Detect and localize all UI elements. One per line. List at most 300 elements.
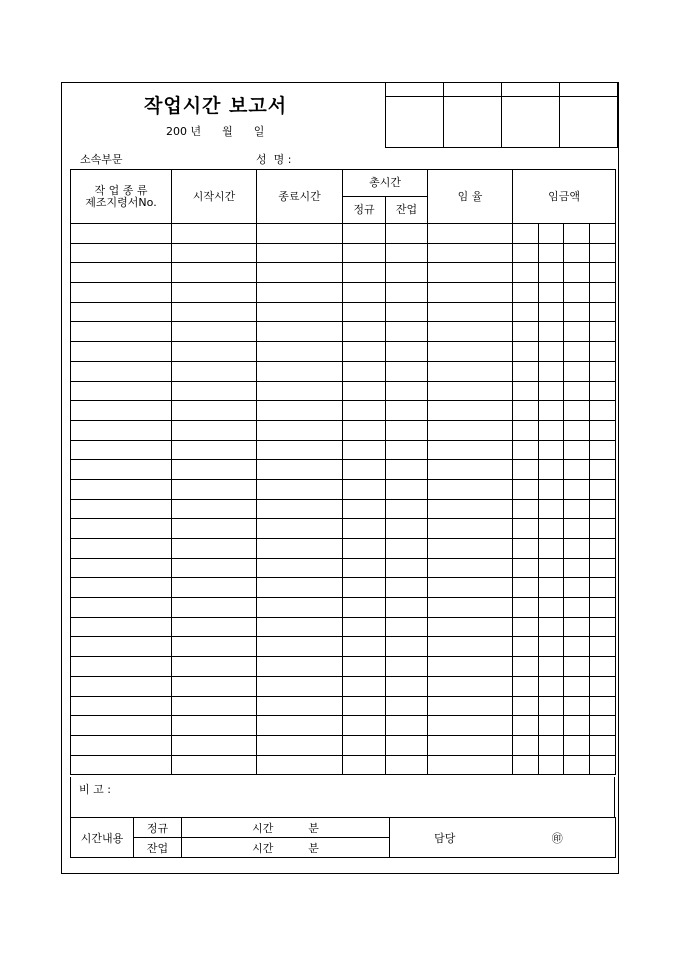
entry-cell[interactable] [428, 460, 513, 480]
entry-cell[interactable] [564, 617, 590, 637]
entry-cell[interactable] [590, 361, 616, 381]
entry-cell[interactable] [172, 381, 257, 401]
entry-cell[interactable] [428, 716, 513, 736]
entry-cell[interactable] [343, 617, 386, 637]
entry-cell[interactable] [564, 460, 590, 480]
entry-cell[interactable] [590, 322, 616, 342]
entry-cell[interactable] [428, 755, 513, 775]
entry-cell[interactable] [343, 755, 386, 775]
entry-cell[interactable] [71, 283, 172, 303]
entry-cell[interactable] [539, 578, 564, 598]
entry-cell[interactable] [590, 479, 616, 499]
entry-cell[interactable] [564, 263, 590, 283]
entry-cell[interactable] [172, 283, 257, 303]
entry-cell[interactable] [564, 302, 590, 322]
approval-cell[interactable] [502, 83, 560, 97]
entry-cell[interactable] [172, 696, 257, 716]
entry-cell[interactable] [343, 479, 386, 499]
entry-cell[interactable] [386, 381, 428, 401]
entry-cell[interactable] [71, 224, 172, 244]
entry-cell[interactable] [71, 519, 172, 539]
entry-cell[interactable] [71, 401, 172, 421]
approval-cell[interactable] [386, 97, 444, 148]
date-line [166, 123, 264, 139]
entry-cell[interactable] [564, 716, 590, 736]
entry-cell[interactable] [343, 224, 386, 244]
summary-overtime-time[interactable]: 시간 분 [182, 838, 390, 858]
entry-cell[interactable] [539, 676, 564, 696]
entry-cell[interactable] [386, 479, 428, 499]
entry-cell[interactable] [343, 499, 386, 519]
entry-cell[interactable] [71, 460, 172, 480]
entry-cell[interactable] [590, 598, 616, 618]
entry-cell[interactable] [386, 460, 428, 480]
entry-cell[interactable] [172, 676, 257, 696]
entry-cell[interactable] [172, 342, 257, 362]
entry-cell[interactable] [539, 558, 564, 578]
entry-cell[interactable] [71, 539, 172, 559]
entry-cell[interactable] [257, 519, 343, 539]
entry-cell[interactable] [590, 617, 616, 637]
entry-cell[interactable] [257, 263, 343, 283]
entry-cell[interactable] [428, 342, 513, 362]
entry-cell[interactable] [513, 479, 539, 499]
entry-cell[interactable] [564, 598, 590, 618]
entry-cell[interactable] [386, 224, 428, 244]
entry-cell[interactable] [172, 539, 257, 559]
entry-cell[interactable] [513, 617, 539, 637]
approval-cell[interactable] [560, 97, 618, 148]
entry-cell[interactable] [386, 558, 428, 578]
entry-cell[interactable] [71, 381, 172, 401]
entry-cell[interactable] [539, 401, 564, 421]
entry-cell[interactable] [428, 499, 513, 519]
entry-cell[interactable] [428, 558, 513, 578]
entry-cell[interactable] [257, 361, 343, 381]
approval-cell[interactable] [386, 83, 444, 97]
approval-cell[interactable] [560, 83, 618, 97]
entry-cell[interactable] [513, 676, 539, 696]
entry-cell[interactable] [172, 519, 257, 539]
entry-cell[interactable] [343, 342, 386, 362]
entry-cell[interactable] [428, 637, 513, 657]
entry-cell[interactable] [257, 558, 343, 578]
entry-cell[interactable] [172, 302, 257, 322]
entry-cell[interactable] [386, 302, 428, 322]
entry-cell[interactable] [172, 657, 257, 677]
remarks-area[interactable] [70, 777, 615, 817]
entry-cell[interactable] [343, 598, 386, 618]
entry-cell[interactable] [172, 361, 257, 381]
entry-cell[interactable] [71, 657, 172, 677]
entry-cell[interactable] [513, 302, 539, 322]
entry-cell[interactable] [513, 735, 539, 755]
entry-cell[interactable] [343, 401, 386, 421]
entry-cell[interactable] [386, 361, 428, 381]
entry-cell[interactable] [590, 755, 616, 775]
entry-cell[interactable] [564, 499, 590, 519]
entry-cell[interactable] [172, 479, 257, 499]
entry-cell[interactable] [386, 519, 428, 539]
entry-cell[interactable] [257, 381, 343, 401]
entry-cell[interactable] [343, 302, 386, 322]
entry-cell[interactable] [564, 696, 590, 716]
entry-cell[interactable] [513, 322, 539, 342]
entry-cell[interactable] [71, 342, 172, 362]
entry-cell[interactable] [428, 420, 513, 440]
entry-cell[interactable] [564, 440, 590, 460]
entry-cell[interactable] [513, 361, 539, 381]
entry-cell[interactable] [257, 342, 343, 362]
entry-cell[interactable] [539, 617, 564, 637]
entry-cell[interactable] [257, 322, 343, 342]
entry-cell[interactable] [71, 578, 172, 598]
entry-cell[interactable] [564, 224, 590, 244]
entry-cell[interactable] [428, 617, 513, 637]
entry-cell[interactable] [564, 479, 590, 499]
entry-cell[interactable] [343, 420, 386, 440]
entry-cell[interactable] [564, 342, 590, 362]
entry-cell[interactable] [343, 440, 386, 460]
entry-cell[interactable] [564, 637, 590, 657]
entry-cell[interactable] [343, 361, 386, 381]
entry-cell[interactable] [539, 283, 564, 303]
entry-cell[interactable] [71, 598, 172, 618]
entry-cell[interactable] [539, 342, 564, 362]
entry-cell[interactable] [343, 735, 386, 755]
entry-cell[interactable] [539, 361, 564, 381]
entry-cell[interactable] [257, 539, 343, 559]
entry-cell[interactable] [172, 735, 257, 755]
entry-cell[interactable] [590, 735, 616, 755]
entry-cell[interactable] [428, 479, 513, 499]
date-day-unit: 일 [253, 125, 265, 138]
entry-cell[interactable] [386, 440, 428, 460]
entry-cell[interactable] [257, 243, 343, 263]
entry-cell[interactable] [386, 578, 428, 598]
entry-cell[interactable] [564, 381, 590, 401]
entry-cell[interactable] [590, 342, 616, 362]
entry-cell[interactable] [564, 735, 590, 755]
entry-cell[interactable] [257, 479, 343, 499]
entry-cell[interactable] [428, 243, 513, 263]
approval-cell[interactable] [502, 97, 560, 148]
entry-cell[interactable] [428, 696, 513, 716]
entry-cell[interactable] [539, 243, 564, 263]
entry-cell[interactable] [539, 479, 564, 499]
entry-cell[interactable] [172, 420, 257, 440]
entry-cell[interactable] [71, 322, 172, 342]
entry-cell[interactable] [71, 263, 172, 283]
entry-cell[interactable] [513, 716, 539, 736]
entry-cell[interactable] [71, 440, 172, 460]
entry-cell[interactable] [343, 263, 386, 283]
entry-cell[interactable] [257, 283, 343, 303]
summary-regular-time[interactable]: 시간 분 [182, 818, 390, 838]
entry-cell[interactable] [428, 302, 513, 322]
entry-cell[interactable] [539, 637, 564, 657]
entry-cell[interactable] [590, 696, 616, 716]
entry-cell[interactable] [386, 322, 428, 342]
entry-cell[interactable] [257, 657, 343, 677]
entry-cell[interactable] [513, 558, 539, 578]
entry-cell[interactable] [428, 224, 513, 244]
entry-cell[interactable] [257, 637, 343, 657]
entry-cell[interactable] [539, 598, 564, 618]
entry-cell[interactable] [386, 263, 428, 283]
entry-cell[interactable] [343, 322, 386, 342]
entry-cell[interactable] [386, 637, 428, 657]
table-row [71, 716, 616, 736]
entry-cell[interactable] [513, 224, 539, 244]
entry-cell[interactable] [386, 755, 428, 775]
entry-cell[interactable] [257, 420, 343, 440]
entry-cell[interactable] [564, 676, 590, 696]
entry-cell[interactable] [172, 224, 257, 244]
entry-cell[interactable] [71, 617, 172, 637]
entry-cell[interactable] [513, 637, 539, 657]
entry-cell[interactable] [386, 696, 428, 716]
entry-cell[interactable] [257, 499, 343, 519]
entry-cell[interactable] [428, 322, 513, 342]
entry-cell[interactable] [71, 637, 172, 657]
entry-cell[interactable] [71, 499, 172, 519]
entry-cell[interactable] [343, 696, 386, 716]
entry-cell[interactable] [539, 499, 564, 519]
entry-cell[interactable] [590, 302, 616, 322]
entry-cell[interactable] [539, 657, 564, 677]
entry-cell[interactable] [172, 637, 257, 657]
entry-cell[interactable] [428, 539, 513, 559]
entry-cell[interactable] [386, 716, 428, 736]
entry-cell[interactable] [590, 657, 616, 677]
approval-cell[interactable] [444, 97, 502, 148]
entry-cell[interactable] [539, 420, 564, 440]
entry-cell[interactable] [172, 578, 257, 598]
seal-mark[interactable]: ㊞ [500, 818, 616, 858]
entry-cell[interactable] [257, 401, 343, 421]
entry-cell[interactable] [428, 440, 513, 460]
entry-cell[interactable] [590, 440, 616, 460]
entry-cell[interactable] [257, 302, 343, 322]
entry-cell[interactable] [564, 283, 590, 303]
entry-cell[interactable] [172, 755, 257, 775]
entry-cell[interactable] [428, 283, 513, 303]
entry-cell[interactable] [539, 263, 564, 283]
entry-cell[interactable] [564, 243, 590, 263]
entry-cell[interactable] [343, 578, 386, 598]
entry-cell[interactable] [513, 578, 539, 598]
entry-cell[interactable] [71, 696, 172, 716]
entry-cell[interactable] [590, 263, 616, 283]
summary-regular-label: 정규 [134, 818, 182, 838]
entry-cell[interactable] [590, 224, 616, 244]
entry-cell[interactable] [513, 755, 539, 775]
entry-cell[interactable] [386, 243, 428, 263]
entry-cell[interactable] [564, 657, 590, 677]
entry-cell[interactable] [386, 617, 428, 637]
entry-cell[interactable] [428, 735, 513, 755]
entry-cell[interactable] [386, 657, 428, 677]
entry-cell[interactable] [172, 558, 257, 578]
entry-cell[interactable] [590, 401, 616, 421]
entry-cell[interactable] [257, 735, 343, 755]
entry-cell[interactable] [539, 381, 564, 401]
entry-cell[interactable] [564, 420, 590, 440]
entry-cell[interactable] [590, 539, 616, 559]
entry-cell[interactable] [172, 460, 257, 480]
entry-cell[interactable] [590, 558, 616, 578]
entry-cell[interactable] [590, 676, 616, 696]
entry-cell[interactable] [71, 735, 172, 755]
work-type-header: 작 업 종 류 제조지령서No. [71, 170, 172, 224]
entry-cell[interactable] [71, 479, 172, 499]
entry-cell[interactable] [71, 243, 172, 263]
entry-cell[interactable] [343, 539, 386, 559]
entry-cell[interactable] [343, 716, 386, 736]
entry-cell[interactable] [71, 302, 172, 322]
entry-cell[interactable] [257, 617, 343, 637]
entry-cell[interactable] [386, 598, 428, 618]
entry-cell[interactable] [257, 755, 343, 775]
entry-cell[interactable] [257, 578, 343, 598]
entry-cell[interactable] [386, 401, 428, 421]
entry-cell[interactable] [564, 322, 590, 342]
rate-header: 임 율 [428, 170, 513, 224]
entry-cell[interactable] [513, 657, 539, 677]
entry-cell[interactable] [71, 420, 172, 440]
entry-cell[interactable] [539, 755, 564, 775]
entry-cell[interactable] [513, 420, 539, 440]
entry-cell[interactable] [564, 539, 590, 559]
entry-cell[interactable] [539, 735, 564, 755]
entry-cell[interactable] [172, 440, 257, 460]
entry-cell[interactable] [343, 519, 386, 539]
entry-cell[interactable] [257, 440, 343, 460]
entry-cell[interactable] [343, 676, 386, 696]
table-row [71, 499, 616, 519]
entry-cell[interactable] [539, 519, 564, 539]
entry-cell[interactable] [590, 716, 616, 736]
entry-cell[interactable] [539, 716, 564, 736]
entry-cell[interactable] [343, 283, 386, 303]
entry-cell[interactable] [343, 460, 386, 480]
entry-cell[interactable] [590, 283, 616, 303]
entry-cell[interactable] [564, 558, 590, 578]
entry-cell[interactable] [386, 420, 428, 440]
entry-cell[interactable] [513, 598, 539, 618]
entry-cell[interactable] [71, 361, 172, 381]
entry-cell[interactable] [513, 401, 539, 421]
entry-cell[interactable] [539, 302, 564, 322]
entry-cell[interactable] [428, 361, 513, 381]
entry-cell[interactable] [172, 401, 257, 421]
entry-cell[interactable] [257, 696, 343, 716]
entry-cell[interactable] [564, 578, 590, 598]
entry-cell[interactable] [590, 499, 616, 519]
entry-cell[interactable] [71, 755, 172, 775]
entry-cell[interactable] [513, 263, 539, 283]
entry-cell[interactable] [386, 342, 428, 362]
entry-cell[interactable] [513, 243, 539, 263]
entry-cell[interactable] [172, 716, 257, 736]
entry-cell[interactable] [343, 381, 386, 401]
entry-cell[interactable] [513, 440, 539, 460]
entry-cell[interactable] [386, 735, 428, 755]
entry-cell[interactable] [513, 539, 539, 559]
entry-cell[interactable] [513, 499, 539, 519]
entry-cell[interactable] [172, 243, 257, 263]
entry-cell[interactable] [513, 283, 539, 303]
entry-cell[interactable] [539, 440, 564, 460]
entry-cell[interactable] [564, 401, 590, 421]
entry-cell[interactable] [71, 558, 172, 578]
entry-cell[interactable] [428, 381, 513, 401]
entry-cell[interactable] [428, 598, 513, 618]
entry-cell[interactable] [257, 224, 343, 244]
entry-cell[interactable] [257, 598, 343, 618]
entry-cell[interactable] [590, 637, 616, 657]
entry-cell[interactable] [564, 361, 590, 381]
entry-cell[interactable] [172, 598, 257, 618]
entry-cell[interactable] [257, 716, 343, 736]
entry-cell[interactable] [71, 676, 172, 696]
entry-cell[interactable] [172, 263, 257, 283]
entry-cell[interactable] [343, 637, 386, 657]
entry-cell[interactable] [513, 381, 539, 401]
entry-cell[interactable] [539, 460, 564, 480]
entry-cell[interactable] [343, 243, 386, 263]
entry-cell[interactable] [257, 676, 343, 696]
entry-cell[interactable] [590, 519, 616, 539]
entry-cell[interactable] [172, 617, 257, 637]
table-row [71, 322, 616, 342]
entry-cell[interactable] [172, 499, 257, 519]
approval-cell[interactable] [444, 83, 502, 97]
entry-cell[interactable] [539, 696, 564, 716]
entry-cell[interactable] [513, 460, 539, 480]
entry-cell[interactable] [564, 519, 590, 539]
entry-cell[interactable] [428, 401, 513, 421]
entry-cell[interactable] [428, 657, 513, 677]
entry-cell[interactable] [386, 499, 428, 519]
entry-cell[interactable] [71, 716, 172, 736]
entry-cell[interactable] [428, 263, 513, 283]
entry-cell[interactable] [386, 676, 428, 696]
entry-cell[interactable] [513, 519, 539, 539]
entry-cell[interactable] [564, 755, 590, 775]
entry-cell[interactable] [590, 381, 616, 401]
entry-cell[interactable] [386, 283, 428, 303]
entry-cell[interactable] [590, 420, 616, 440]
entry-cell[interactable] [257, 460, 343, 480]
entry-cell[interactable] [513, 696, 539, 716]
entry-cell[interactable] [343, 558, 386, 578]
entry-cell[interactable] [172, 322, 257, 342]
entry-cell[interactable] [590, 243, 616, 263]
entry-cell[interactable] [343, 657, 386, 677]
entry-cell[interactable] [590, 578, 616, 598]
entry-cell[interactable] [539, 224, 564, 244]
entry-cell[interactable] [539, 322, 564, 342]
entry-cell[interactable] [386, 539, 428, 559]
entry-cell[interactable] [428, 578, 513, 598]
entry-cell[interactable] [539, 539, 564, 559]
entry-cell[interactable] [590, 460, 616, 480]
entry-cell[interactable] [428, 676, 513, 696]
entry-cell[interactable] [513, 342, 539, 362]
entry-cell[interactable] [428, 519, 513, 539]
